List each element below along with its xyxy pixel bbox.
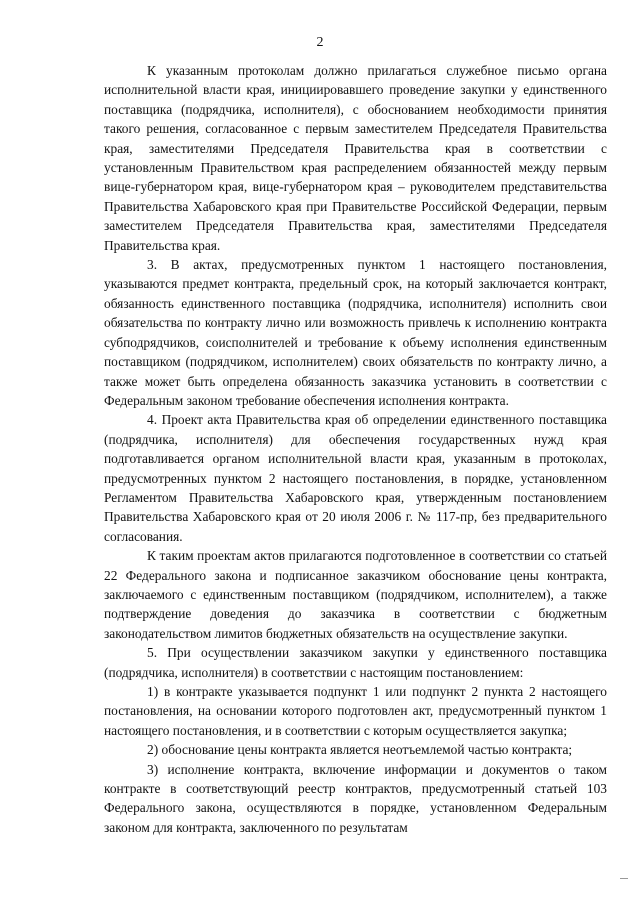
document-body <box>104 61 607 837</box>
scan-mark <box>620 878 628 879</box>
paragraph-subitem-3: 3) исполнение контракта, включение информации и документов о таком контракте в соответствующий реестр контрактов, предусмотренный статьей 103 Федерального закона, осуществляются в порядке, установленном Федеральным законом для контракта, заключенного по результатам <box>104 761 607 835</box>
paragraph-protocol-letter: К указанным протоколам должно прилагаться служебное письмо органа исполнительной власти края, инициировавшего проведение закупки у единственного поставщика (подрядчика, исполнителя), с обоснованием необходимости принятия такого решения, согласованное с первым заместителем Председателя Правительства края, заместителями Председателя Правительства края в соответствии с установленным Правительством края распределением обязанностей между первым вице-губернатором края, вице-губернатором края – руководителем представительства Правительства Хабаровского края при Правительстве Российской Федерации, первым заместителем Председателя Правительства края, заместителями Председателя Правительства края. <box>104 63 607 253</box>
paragraph-subitem-2: 2) обоснование цены контракта является неотъемлемой частью контракта; <box>147 742 573 758</box>
paragraph-item-5: 5. При осуществлении заказчиком закупки у единственного поставщика (подрядчика, исполнителя) в соответствии с настоящим постановлением: <box>104 645 607 680</box>
paragraph-item-3: 3. В актах, предусмотренных пунктом 1 настоящего постановления, указываются предмет контракта, предельный срок, на который заключается контракт, обязанность единственного поставщика (подрядчика, исполнителя) исполнить свои обязательства по контракту лично или возможность привлечь к исполнению контракта субподрядчиков, соисполнителей и требование к объему исполнения единственным поставщиком (подрядчиком, исполнителем) своих обязательств по контракту лично, а также может быть определена обязанность заказчика установить в соответствии с Федеральным законом требование обеспечения исполнения контракта. <box>104 257 607 408</box>
paragraph-subitem-1: 1) в контракте указывается подпункт 1 или подпункт 2 пункта 2 настоящего постановления, на основании которого подготовлен акт, предусмотренный пунктом 1 настоящего постановления, и в соответствии с которым осуществляется закупка; <box>104 684 607 738</box>
paragraph-item-4: 4. Проект акта Правительства края об определении единственного поставщика (подрядчика, исполнителя) для обеспечения государственных нужд края подготавливается органом исполнительной власти края, указанным в протоколах, предусмотренных пунктом 2 настоящего постановления, в порядке, установленном Регламентом Правительства Хабаровского края, утвержденным постановлением Правительства Хабаровского края от 20 июля 2006 г. № 117-пр, без предварительного согласования. <box>104 412 607 544</box>
paragraph-attachments: К таким проектам актов прилагаются подготовленное в соответствии со статьей 22 Федерального закона и подписанное заказчиком обоснование цены контракта, заключаемого с единственным поставщиком (подрядчиком, исполнителем), а также подтверждение доведения до заказчика в соответствии с бюджетным законодательством лимитов бюджетных обязательств на осуществление закупки. <box>104 548 607 641</box>
page-number: 2 <box>316 35 324 50</box>
